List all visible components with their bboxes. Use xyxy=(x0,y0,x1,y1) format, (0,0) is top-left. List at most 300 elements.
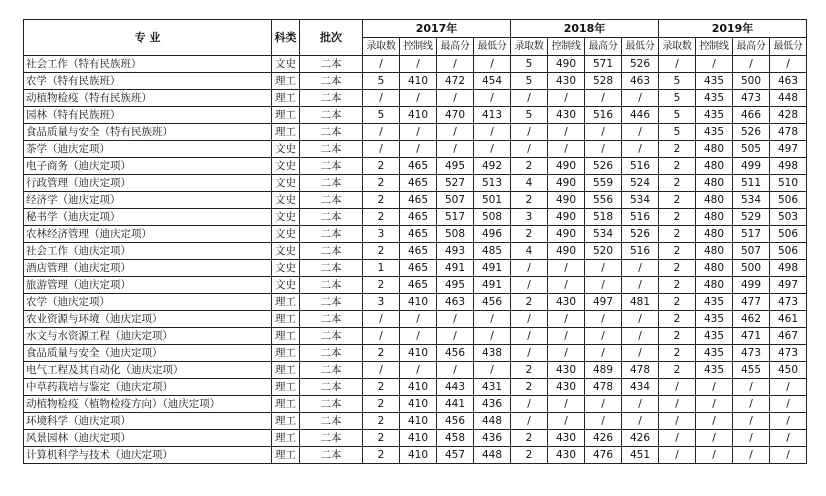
cell-2018-admitted: / xyxy=(511,328,548,345)
column-header-major: 专 业 xyxy=(24,20,272,56)
cell-2018-lowest-score: 516 xyxy=(622,158,659,175)
table-row xyxy=(24,294,807,311)
cell-major: 电子商务（迪庆定项） xyxy=(24,158,272,175)
table-row xyxy=(24,260,807,277)
cell-2018-control-line: / xyxy=(548,396,585,413)
cell-2018-lowest-score: 516 xyxy=(622,243,659,260)
cell-major: 农业资源与环境（迪庆定项） xyxy=(24,311,272,328)
cell-category: 理工 xyxy=(272,447,300,464)
cell-category: 文史 xyxy=(272,209,300,226)
cell-2017-admitted: / xyxy=(363,362,400,379)
cell-2018-highest-score: 520 xyxy=(585,243,622,260)
cell-2018-highest-score: 556 xyxy=(585,192,622,209)
table-body xyxy=(24,56,807,464)
subheader-lowest-score: 最低分 xyxy=(770,38,807,56)
cell-2018-control-line: 490 xyxy=(548,226,585,243)
cell-major: 食品质量与安全（特有民族班） xyxy=(24,124,272,141)
cell-2018-control-line: 490 xyxy=(548,56,585,73)
cell-2018-admitted: 2 xyxy=(511,430,548,447)
cell-category: 文史 xyxy=(272,260,300,277)
cell-2017-control-line: 410 xyxy=(400,294,437,311)
cell-2019-lowest-score: 463 xyxy=(770,73,807,90)
cell-2017-lowest-score: 491 xyxy=(474,277,511,294)
cell-2017-control-line: / xyxy=(400,328,437,345)
cell-major: 动植物检疫（植物检疫方向）（迪庆定项） xyxy=(24,396,272,413)
cell-2018-admitted: 2 xyxy=(511,379,548,396)
cell-2017-lowest-score: / xyxy=(474,311,511,328)
cell-2017-admitted: 3 xyxy=(363,226,400,243)
cell-2018-control-line: 430 xyxy=(548,73,585,90)
cell-major: 环境科学（迪庆定项） xyxy=(24,413,272,430)
cell-2019-control-line: 435 xyxy=(696,362,733,379)
cell-2019-highest-score: 529 xyxy=(733,209,770,226)
cell-2018-lowest-score: 516 xyxy=(622,209,659,226)
table-row xyxy=(24,413,807,430)
cell-2019-highest-score: 505 xyxy=(733,141,770,158)
cell-2019-control-line: 435 xyxy=(696,294,733,311)
cell-2017-highest-score: / xyxy=(437,124,474,141)
cell-major: 酒店管理（迪庆定项） xyxy=(24,260,272,277)
cell-2018-admitted: / xyxy=(511,124,548,141)
cell-2019-admitted: / xyxy=(659,379,696,396)
cell-2018-admitted: / xyxy=(511,260,548,277)
cell-batch: 二本 xyxy=(300,260,363,277)
cell-2019-highest-score: 499 xyxy=(733,277,770,294)
cell-major: 水文与水资源工程（迪庆定项） xyxy=(24,328,272,345)
cell-2019-admitted: 2 xyxy=(659,192,696,209)
cell-major: 风景园林（迪庆定项） xyxy=(24,430,272,447)
cell-2017-lowest-score: 431 xyxy=(474,379,511,396)
cell-2019-lowest-score: 497 xyxy=(770,277,807,294)
cell-2017-highest-score: 470 xyxy=(437,107,474,124)
cell-2018-control-line: / xyxy=(548,413,585,430)
cell-2019-admitted: / xyxy=(659,396,696,413)
table-row xyxy=(24,311,807,328)
cell-2017-control-line: / xyxy=(400,362,437,379)
cell-2018-lowest-score: / xyxy=(622,277,659,294)
cell-2018-control-line: / xyxy=(548,328,585,345)
cell-2019-lowest-score: / xyxy=(770,447,807,464)
cell-2018-control-line: / xyxy=(548,345,585,362)
cell-2017-control-line: / xyxy=(400,90,437,107)
cell-2017-lowest-score: 436 xyxy=(474,430,511,447)
cell-2018-highest-score: 526 xyxy=(585,158,622,175)
cell-2018-highest-score: 571 xyxy=(585,56,622,73)
table-row xyxy=(24,277,807,294)
cell-2018-lowest-score: 426 xyxy=(622,430,659,447)
cell-2019-control-line: / xyxy=(696,379,733,396)
cell-2017-highest-score: / xyxy=(437,328,474,345)
cell-2019-lowest-score: 510 xyxy=(770,175,807,192)
cell-2019-lowest-score: 506 xyxy=(770,192,807,209)
cell-major: 中草药栽培与鉴定（迪庆定项） xyxy=(24,379,272,396)
cell-2018-highest-score: 497 xyxy=(585,294,622,311)
cell-2019-lowest-score: 478 xyxy=(770,124,807,141)
cell-2017-lowest-score: 436 xyxy=(474,396,511,413)
cell-major: 食品质量与安全（迪庆定项） xyxy=(24,345,272,362)
cell-2019-admitted: / xyxy=(659,413,696,430)
table-row xyxy=(24,107,807,124)
cell-major: 农学（迪庆定项） xyxy=(24,294,272,311)
cell-2019-control-line: / xyxy=(696,396,733,413)
cell-2017-admitted: 2 xyxy=(363,243,400,260)
cell-2018-control-line: 490 xyxy=(548,209,585,226)
cell-category: 文史 xyxy=(272,175,300,192)
cell-2017-admitted: 5 xyxy=(363,73,400,90)
cell-2017-control-line: 410 xyxy=(400,447,437,464)
cell-2019-lowest-score: 450 xyxy=(770,362,807,379)
cell-2018-admitted: 5 xyxy=(511,56,548,73)
cell-2019-highest-score: / xyxy=(733,396,770,413)
cell-2018-lowest-score: / xyxy=(622,345,659,362)
cell-2018-admitted: 2 xyxy=(511,226,548,243)
cell-2019-highest-score: 455 xyxy=(733,362,770,379)
cell-2018-highest-score: 518 xyxy=(585,209,622,226)
table-row xyxy=(24,90,807,107)
cell-batch: 二本 xyxy=(300,209,363,226)
cell-2019-highest-score: 507 xyxy=(733,243,770,260)
cell-2019-lowest-score: 448 xyxy=(770,90,807,107)
cell-2019-lowest-score: 498 xyxy=(770,260,807,277)
cell-2019-lowest-score: 506 xyxy=(770,226,807,243)
cell-2017-highest-score: / xyxy=(437,141,474,158)
cell-2017-lowest-score: 513 xyxy=(474,175,511,192)
cell-2019-highest-score: 466 xyxy=(733,107,770,124)
cell-category: 理工 xyxy=(272,294,300,311)
column-header-batch: 批次 xyxy=(300,20,363,56)
cell-2018-control-line: 430 xyxy=(548,107,585,124)
cell-category: 理工 xyxy=(272,328,300,345)
cell-2018-control-line: 430 xyxy=(548,362,585,379)
cell-2017-control-line: 465 xyxy=(400,226,437,243)
cell-2019-control-line: 435 xyxy=(696,328,733,345)
cell-major: 计算机科学与技术（迪庆定项） xyxy=(24,447,272,464)
cell-2018-highest-score: / xyxy=(585,311,622,328)
cell-2018-admitted: 2 xyxy=(511,158,548,175)
cell-2018-lowest-score: 478 xyxy=(622,362,659,379)
cell-2018-admitted: 2 xyxy=(511,192,548,209)
cell-2018-lowest-score: / xyxy=(622,90,659,107)
cell-batch: 二本 xyxy=(300,311,363,328)
cell-2017-lowest-score: / xyxy=(474,141,511,158)
cell-2019-admitted: 5 xyxy=(659,124,696,141)
cell-2018-admitted: 2 xyxy=(511,294,548,311)
cell-major: 社会工作（迪庆定项） xyxy=(24,243,272,260)
cell-2017-highest-score: 507 xyxy=(437,192,474,209)
cell-batch: 二本 xyxy=(300,345,363,362)
cell-major: 旅游管理（迪庆定项） xyxy=(24,277,272,294)
cell-2017-highest-score: 493 xyxy=(437,243,474,260)
cell-2017-admitted: 2 xyxy=(363,192,400,209)
cell-2017-highest-score: 456 xyxy=(437,345,474,362)
cell-batch: 二本 xyxy=(300,396,363,413)
cell-2017-admitted: / xyxy=(363,311,400,328)
cell-2019-highest-score: / xyxy=(733,447,770,464)
cell-major: 经济学（迪庆定项） xyxy=(24,192,272,209)
cell-2017-admitted: 2 xyxy=(363,277,400,294)
cell-batch: 二本 xyxy=(300,277,363,294)
subheader-lowest-score: 最低分 xyxy=(474,38,511,56)
cell-major: 动植物检疫（特有民族班） xyxy=(24,90,272,107)
cell-2019-admitted: 2 xyxy=(659,158,696,175)
table-row xyxy=(24,362,807,379)
cell-category: 文史 xyxy=(272,141,300,158)
cell-2018-lowest-score: / xyxy=(622,124,659,141)
cell-2018-lowest-score: 526 xyxy=(622,226,659,243)
table-row xyxy=(24,158,807,175)
cell-2017-admitted: 2 xyxy=(363,413,400,430)
cell-2019-highest-score: 477 xyxy=(733,294,770,311)
cell-2018-admitted: / xyxy=(511,311,548,328)
cell-batch: 二本 xyxy=(300,362,363,379)
cell-major: 农学（特有民族班） xyxy=(24,73,272,90)
cell-category: 文史 xyxy=(272,56,300,73)
cell-2019-control-line: 480 xyxy=(696,175,733,192)
cell-2018-highest-score: / xyxy=(585,124,622,141)
cell-batch: 二本 xyxy=(300,447,363,464)
cell-2017-highest-score: / xyxy=(437,311,474,328)
cell-2018-highest-score: 534 xyxy=(585,226,622,243)
column-header-year-2019: 2019年 xyxy=(659,20,807,38)
cell-2018-highest-score: / xyxy=(585,345,622,362)
cell-2018-highest-score: 559 xyxy=(585,175,622,192)
cell-major: 电气工程及其自动化（迪庆定项） xyxy=(24,362,272,379)
cell-batch: 二本 xyxy=(300,124,363,141)
cell-batch: 二本 xyxy=(300,90,363,107)
cell-2017-admitted: 2 xyxy=(363,345,400,362)
cell-2017-highest-score: / xyxy=(437,90,474,107)
subheader-control-line: 控制线 xyxy=(696,38,733,56)
table-row xyxy=(24,243,807,260)
cell-2017-control-line: 465 xyxy=(400,277,437,294)
cell-2019-admitted: 2 xyxy=(659,260,696,277)
cell-2019-lowest-score: 503 xyxy=(770,209,807,226)
cell-2019-admitted: 2 xyxy=(659,311,696,328)
cell-2018-control-line: / xyxy=(548,260,585,277)
cell-2019-lowest-score: 467 xyxy=(770,328,807,345)
cell-2017-admitted: 2 xyxy=(363,396,400,413)
table-header xyxy=(24,20,807,56)
cell-major: 园林（特有民族班） xyxy=(24,107,272,124)
cell-2018-control-line: 490 xyxy=(548,192,585,209)
cell-2018-control-line: / xyxy=(548,277,585,294)
cell-category: 理工 xyxy=(272,345,300,362)
cell-2018-highest-score: / xyxy=(585,328,622,345)
cell-2019-admitted: 2 xyxy=(659,362,696,379)
cell-2018-control-line: 430 xyxy=(548,430,585,447)
cell-2017-control-line: 410 xyxy=(400,107,437,124)
cell-2019-lowest-score: / xyxy=(770,413,807,430)
column-header-year-2017: 2017年 xyxy=(363,20,511,38)
cell-2018-lowest-score: / xyxy=(622,260,659,277)
cell-2019-highest-score: 500 xyxy=(733,73,770,90)
cell-batch: 二本 xyxy=(300,379,363,396)
subheader-control-line: 控制线 xyxy=(400,38,437,56)
cell-2017-admitted: 2 xyxy=(363,379,400,396)
cell-2018-lowest-score: 526 xyxy=(622,56,659,73)
cell-2017-lowest-score: 501 xyxy=(474,192,511,209)
cell-category: 文史 xyxy=(272,192,300,209)
cell-2017-admitted: 2 xyxy=(363,175,400,192)
cell-2017-admitted: 2 xyxy=(363,209,400,226)
cell-2019-control-line: / xyxy=(696,413,733,430)
table-row xyxy=(24,124,807,141)
cell-2019-lowest-score: / xyxy=(770,430,807,447)
cell-2018-highest-score: 426 xyxy=(585,430,622,447)
cell-2018-lowest-score: 434 xyxy=(622,379,659,396)
cell-2017-lowest-score: 448 xyxy=(474,413,511,430)
cell-2017-admitted: 2 xyxy=(363,447,400,464)
cell-category: 理工 xyxy=(272,73,300,90)
cell-2018-control-line: 430 xyxy=(548,447,585,464)
cell-2018-admitted: / xyxy=(511,141,548,158)
table-row xyxy=(24,396,807,413)
cell-2017-lowest-score: 496 xyxy=(474,226,511,243)
table-row xyxy=(24,430,807,447)
cell-2017-control-line: 465 xyxy=(400,158,437,175)
subheader-control-line: 控制线 xyxy=(548,38,585,56)
cell-2019-lowest-score: 497 xyxy=(770,141,807,158)
cell-2017-highest-score: 441 xyxy=(437,396,474,413)
cell-2018-admitted: / xyxy=(511,413,548,430)
cell-2019-lowest-score: / xyxy=(770,396,807,413)
cell-2019-lowest-score: / xyxy=(770,56,807,73)
cell-2019-highest-score: / xyxy=(733,413,770,430)
cell-2017-control-line: / xyxy=(400,124,437,141)
cell-2018-lowest-score: / xyxy=(622,396,659,413)
cell-2019-admitted: 2 xyxy=(659,328,696,345)
table-row xyxy=(24,175,807,192)
column-header-year-2018: 2018年 xyxy=(511,20,659,38)
cell-2017-lowest-score: / xyxy=(474,124,511,141)
cell-2017-highest-score: 463 xyxy=(437,294,474,311)
cell-2017-lowest-score: 456 xyxy=(474,294,511,311)
cell-2019-highest-score: 473 xyxy=(733,345,770,362)
cell-2018-control-line: 430 xyxy=(548,294,585,311)
cell-2018-lowest-score: / xyxy=(622,141,659,158)
cell-2017-lowest-score: / xyxy=(474,362,511,379)
cell-2019-lowest-score: / xyxy=(770,379,807,396)
cell-batch: 二本 xyxy=(300,107,363,124)
table-row xyxy=(24,141,807,158)
cell-2017-control-line: / xyxy=(400,56,437,73)
subheader-lowest-score: 最低分 xyxy=(622,38,659,56)
cell-2017-highest-score: 495 xyxy=(437,277,474,294)
subheader-admitted: 录取数 xyxy=(511,38,548,56)
cell-2017-lowest-score: / xyxy=(474,56,511,73)
cell-batch: 二本 xyxy=(300,73,363,90)
cell-2018-admitted: / xyxy=(511,277,548,294)
cell-2019-lowest-score: 506 xyxy=(770,243,807,260)
cell-2019-highest-score: 471 xyxy=(733,328,770,345)
cell-category: 理工 xyxy=(272,124,300,141)
cell-2019-control-line: 480 xyxy=(696,209,733,226)
cell-2019-control-line: / xyxy=(696,56,733,73)
table-row xyxy=(24,209,807,226)
cell-2017-admitted: / xyxy=(363,56,400,73)
subheader-highest-score: 最高分 xyxy=(733,38,770,56)
cell-category: 理工 xyxy=(272,90,300,107)
cell-2019-highest-score: 462 xyxy=(733,311,770,328)
cell-2018-admitted: 5 xyxy=(511,73,548,90)
cell-2017-admitted: 1 xyxy=(363,260,400,277)
cell-category: 文史 xyxy=(272,277,300,294)
cell-major: 秘书学（迪庆定项） xyxy=(24,209,272,226)
cell-2017-lowest-score: 485 xyxy=(474,243,511,260)
cell-2017-control-line: / xyxy=(400,311,437,328)
cell-2019-admitted: / xyxy=(659,56,696,73)
cell-batch: 二本 xyxy=(300,141,363,158)
cell-2019-highest-score: 473 xyxy=(733,90,770,107)
cell-2019-admitted: 2 xyxy=(659,277,696,294)
cell-category: 理工 xyxy=(272,430,300,447)
cell-major: 农林经济管理（迪庆定项） xyxy=(24,226,272,243)
cell-2019-control-line: 435 xyxy=(696,311,733,328)
cell-category: 理工 xyxy=(272,396,300,413)
cell-2019-admitted: 2 xyxy=(659,175,696,192)
cell-2018-highest-score: 489 xyxy=(585,362,622,379)
cell-2018-control-line: 490 xyxy=(548,175,585,192)
cell-category: 文史 xyxy=(272,158,300,175)
cell-2019-control-line: 480 xyxy=(696,192,733,209)
cell-2017-highest-score: 457 xyxy=(437,447,474,464)
cell-batch: 二本 xyxy=(300,243,363,260)
table-row xyxy=(24,192,807,209)
cell-category: 理工 xyxy=(272,362,300,379)
cell-2017-control-line: 410 xyxy=(400,379,437,396)
subheader-admitted: 录取数 xyxy=(363,38,400,56)
cell-batch: 二本 xyxy=(300,192,363,209)
cell-2019-lowest-score: 473 xyxy=(770,294,807,311)
cell-2018-highest-score: / xyxy=(585,413,622,430)
cell-2017-admitted: / xyxy=(363,328,400,345)
cell-2017-control-line: 465 xyxy=(400,260,437,277)
cell-2018-highest-score: 516 xyxy=(585,107,622,124)
cell-2018-highest-score: 476 xyxy=(585,447,622,464)
cell-2017-control-line: 410 xyxy=(400,413,437,430)
cell-2019-lowest-score: 473 xyxy=(770,345,807,362)
cell-2018-highest-score: / xyxy=(585,90,622,107)
cell-2017-control-line: 410 xyxy=(400,430,437,447)
header-row-years xyxy=(24,20,807,38)
cell-2017-lowest-score: 454 xyxy=(474,73,511,90)
cell-2019-highest-score: / xyxy=(733,56,770,73)
cell-2019-control-line: / xyxy=(696,430,733,447)
table-row xyxy=(24,226,807,243)
cell-2019-control-line: 480 xyxy=(696,141,733,158)
cell-2019-admitted: 2 xyxy=(659,226,696,243)
cell-2017-admitted: / xyxy=(363,141,400,158)
cell-2018-admitted: 3 xyxy=(511,209,548,226)
table-row xyxy=(24,447,807,464)
cell-2018-highest-score: / xyxy=(585,141,622,158)
admission-table-container xyxy=(23,19,807,464)
cell-2019-highest-score: 511 xyxy=(733,175,770,192)
cell-2017-admitted: 3 xyxy=(363,294,400,311)
table-row xyxy=(24,73,807,90)
cell-2018-control-line: 430 xyxy=(548,379,585,396)
cell-batch: 二本 xyxy=(300,413,363,430)
cell-category: 文史 xyxy=(272,226,300,243)
cell-2017-control-line: 465 xyxy=(400,175,437,192)
cell-2018-admitted: 4 xyxy=(511,175,548,192)
cell-2018-lowest-score: 481 xyxy=(622,294,659,311)
cell-2019-control-line: 435 xyxy=(696,73,733,90)
cell-batch: 二本 xyxy=(300,430,363,447)
cell-2018-highest-score: 478 xyxy=(585,379,622,396)
cell-2017-lowest-score: 448 xyxy=(474,447,511,464)
cell-category: 文史 xyxy=(272,243,300,260)
